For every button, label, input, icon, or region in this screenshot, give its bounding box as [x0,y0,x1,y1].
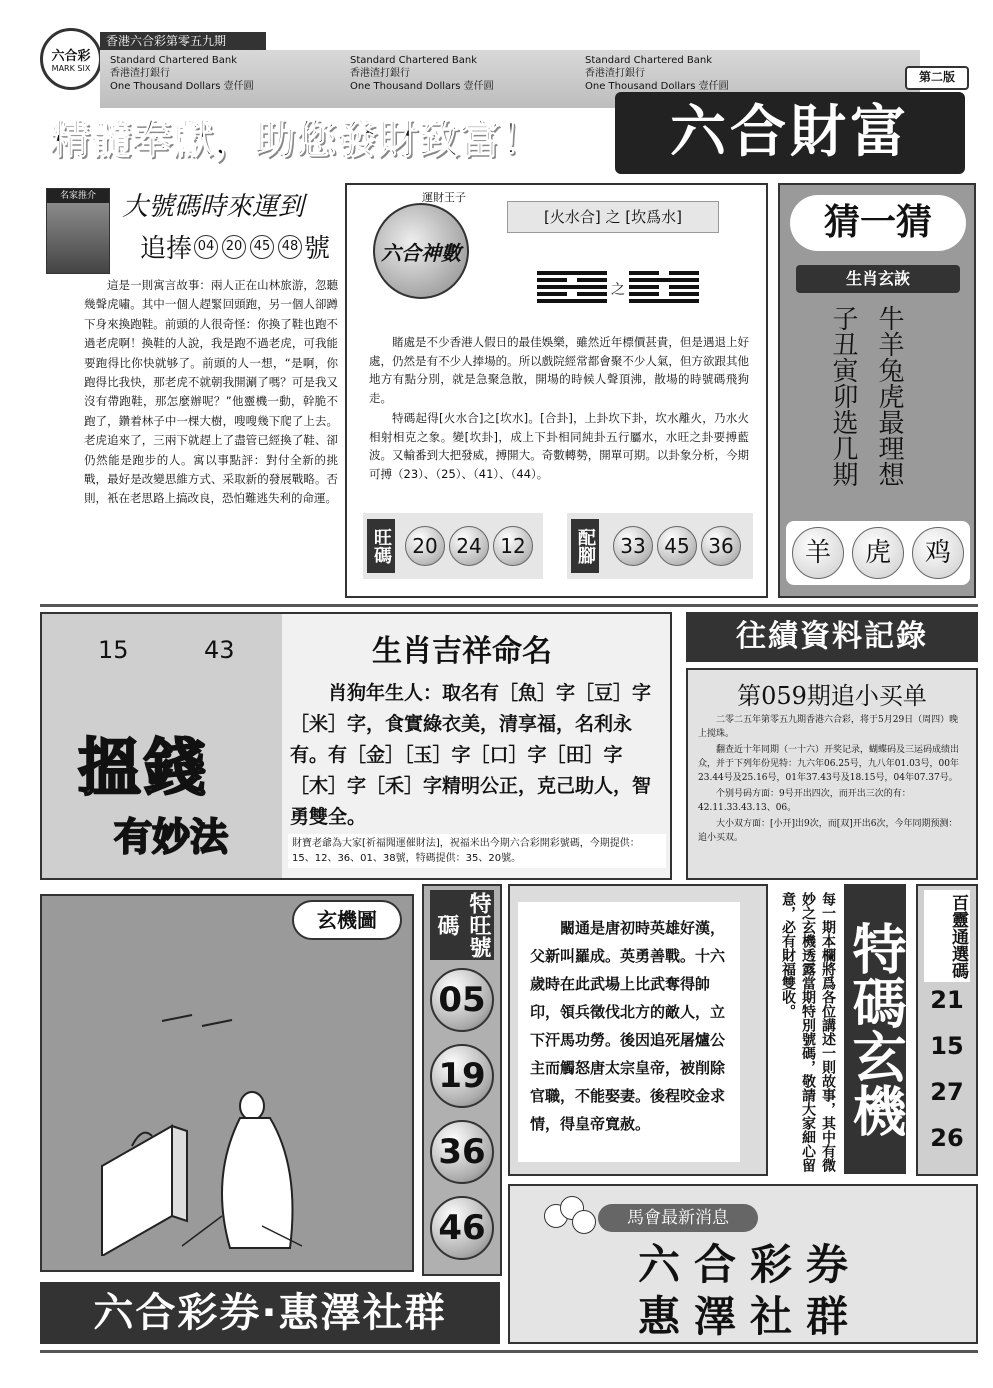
wang-ball: 20 [405,526,445,566]
banknote-bank: Standard Chartered Bank [585,55,712,66]
baiyi-title: 百靈通選碼 [924,890,970,982]
riddle-text [828,305,904,505]
news-panel [508,1184,978,1344]
riddle-subtitle: 生肖玄詼 [796,265,960,293]
story-subtitle [140,228,330,265]
art-text2: 有妙法 [114,815,229,859]
footer-rule [40,1350,978,1353]
footer-slogan: 六合彩券·惠澤社群 [40,1282,500,1344]
fortune-panel [345,183,768,598]
news-label: 馬會最新消息 [598,1204,758,1232]
pei-ball: 45 [657,526,697,566]
lottery-balls-icon [544,1196,594,1236]
edition-badge: 第二版 [905,66,969,90]
news-line1: 六合彩券 [637,1240,862,1289]
records-panel [686,612,978,880]
riddle-line1: 牛羊兔虎最理想 [874,305,904,487]
banknote-denom: One Thousand Dollars 壹仟圓 [585,81,729,92]
baiyi-number: 21 [930,986,964,1014]
fortune-para1: 賭處是不少香港人假日的最佳娛樂，雖然近年標價甚貴，但是遇退上好處，仍然是有不少人捧場的。所以戲院經常都會聚不少人氣，但方欲跟其他地方有點分別，就是急聚急散，開場的時候人聲頂沸，散場的時號碼飛狗走。 [369,335,749,405]
story-title: 大號碼時來運到 [122,192,305,222]
banknote-bank: Standard Chartered Bank [350,55,477,66]
wang-label: 旺碼 [367,519,395,573]
fortune-tag: 運財王子 [422,191,466,204]
riddle-answer: 虎 [852,527,904,579]
masthead: 六合財富 [615,92,965,174]
hot-ball: 46 [430,1196,494,1260]
riddle-answer-box [786,521,970,585]
story-panel [40,180,340,600]
banknote-bank-cn: 香港渣打銀行 [110,68,170,79]
logo-sub: MARK SIX [51,64,91,73]
wang-row [363,513,543,579]
wang-ball: 12 [493,526,533,566]
records-banner: 往績資料記錄 [686,612,978,662]
banknote-bank-cn: 香港渣打銀行 [350,68,410,79]
riddle-line2: 子丑寅卯选几期 [828,305,858,487]
records-body [686,668,978,880]
baiyi-panel [916,884,978,1176]
story-badge: 名家推介 [47,189,109,203]
logo [40,28,102,90]
hot-ball: 05 [430,968,494,1032]
banknote-bank: Standard Chartered Bank [110,55,237,66]
story-subtitle-suffix: 號 [304,234,331,264]
naming-panel [40,612,672,880]
legend-body: 闞通是唐初時英雄好漢，父新叫羅成。英勇善戰。十六歲時在此武場上比武奪得帥印，領兵徵伐北方的敵人，立下汗馬功勞。後因追死屠爐公主而觸怒唐太宗皇帝，被削除官職，不能娶妻。後程咬金求情，得皇帝寬赦。 [518,902,740,1162]
slogan: 精髓奉獻，助您發財致富！ [50,117,542,163]
wang-ball: 24 [449,526,489,566]
mystic-illustration [62,966,392,1256]
banknote-denom: One Thousand Dollars 壹仟圓 [350,81,494,92]
hot-ball: 19 [430,1044,494,1108]
avatar [46,188,110,274]
header [0,0,993,178]
records-p3: 个别号码方面：9号开出四次，而开出三次的有：42.11.33.43.13、06。 [698,789,911,813]
story-number: 48 [278,235,302,259]
mystic-panel [40,894,414,1272]
story-number: 04 [194,235,218,259]
issue-number: 香港六合彩第零五九期 [106,34,227,48]
banknote [585,54,785,93]
logo-text: 六合彩 [51,49,91,64]
records-p1: 二零二五年第零五九期香港六合彩，将于5月29日（周四）晚上搅珠。 [698,715,959,739]
news-line2: 惠澤社群 [637,1292,862,1341]
divider [40,604,978,607]
hot-ball: 36 [430,1120,494,1184]
story-body: 這是一則寓言故事：兩人正在山林旅游，忽聽幾聲虎嘯。其中一個人趕緊回頭跑，另一個人卻蹲下身來換跑鞋。前頭的人很奇怪：你換了鞋也跑不過老虎啊！換鞋的人說，我是跑不過老虎，可我能要跑得比你快就够了。前頭的人一想，“是啊，你跑得比我快，那老虎不就朝我開涮了嗎？可是我又沒有帶跑鞋，那怎麼辦呢？”他靈機一動，幹脆不跑了，鑽着林子中一棵大樹，嗖嗖幾下爬了上去。老虎追來了，三兩下就趕上了盡管已經換了鞋、卻仍然能是跑步的人。寓以事點評：對付全新的挑戰，最好是改變思維方式、采取新的發展戰略。否則，衹在老思路上搞改良，恐怕難逃失利的命運。 [84,278,338,506]
riddle-title: 猜一猜 [790,195,966,251]
naming-title: 生肖吉祥命名 [372,634,552,669]
hot-label: 特旺號碼 [430,890,494,960]
hexagram-left-icon [537,269,607,309]
baiyi-number: 27 [930,1078,964,1106]
issue-bar [100,32,266,50]
records-p2: 翻查近十年同期（一十六）开奖记录，蝴蝶码及三运码成绩出众，并于下列年份见特：九六年06.25号，九八年01.03号，00年23.44号及25.16号，01年37.43号及18.15号，04年07.37号。 [698,745,960,783]
pei-ball: 36 [701,526,741,566]
pei-label: 配腳 [571,519,599,573]
naming-body: 肖狗年生人：取名有［魚］字［豆］字［米］字，食實綠衣美，清享福，名利永有。有［金］［玉］字［口］字［田］字［木］字［禾］字精明公正，克己助人，智勇雙全。 [290,682,652,828]
special-body: 每一期本欄將爲各位講述一則故事，其中有微妙之玄機透露當期特別號碼，敬請大家細心留意，必有財福雙收。 [780,892,836,1172]
legend-panel [508,884,768,1176]
hexagram-joiner: 之 [611,282,625,298]
records-p4: 大小双方面：[小开]出9次，而[双]开出6次，今年同期预测：追小买双。 [698,819,958,843]
special-panel [768,884,910,1176]
story-subtitle-prefix: 追捧 [140,234,193,264]
riddle-panel [778,183,976,598]
mystic-badge: 玄機圖 [292,900,402,940]
story-number: 20 [222,235,246,259]
hot-panel [422,884,502,1276]
naming-footnote: 財寶老爺為大家[祈福聞運催財法]，祝福米出今期六合彩開彩號碼，今期提供：15、12、36、01、38號，特碼提供：35、20號。 [288,834,666,868]
hexagram-right-icon [629,269,699,309]
special-title: 特碼玄機 [844,884,906,1174]
fortune-logo [373,203,469,299]
baiyi-number: 15 [930,1032,964,1060]
records-title: 第059期追小买单 [737,682,927,710]
banknote-bank-cn: 香港渣打銀行 [585,68,645,79]
banknote-denom: One Thousand Dollars 壹仟圓 [110,81,254,92]
fortune-logo-text: 六合神數 [381,240,461,265]
pei-ball: 33 [613,526,653,566]
fortune-title: [火水合] 之 [坎爲水] [507,201,719,233]
story-number: 45 [250,235,274,259]
hexagram [537,267,717,311]
baiyi-number: 26 [930,1124,964,1152]
banknote [110,54,310,93]
corner-number: 43 [204,636,235,664]
corner-number: 15 [98,636,129,664]
art-text1: 搵錢 [78,731,211,804]
riddle-answer: 羊 [792,527,844,579]
banknote [350,54,550,93]
fortune-para2: 特碼起得[火水合]之[坎水]。[合卦]，上卦坎下卦，坎水離火，乃水火相射相克之象。變[坎卦]，成上下卦相同純卦五行屬水，水旺之卦要搏藍波。又輸番到大把發威，搏開大。奇數轉勢，開單可期。以卦象分析，今期可搏（23）、（25）、（41）、（44）。 [369,411,749,481]
pei-row [567,513,753,579]
riddle-answer: 鸡 [912,527,964,579]
